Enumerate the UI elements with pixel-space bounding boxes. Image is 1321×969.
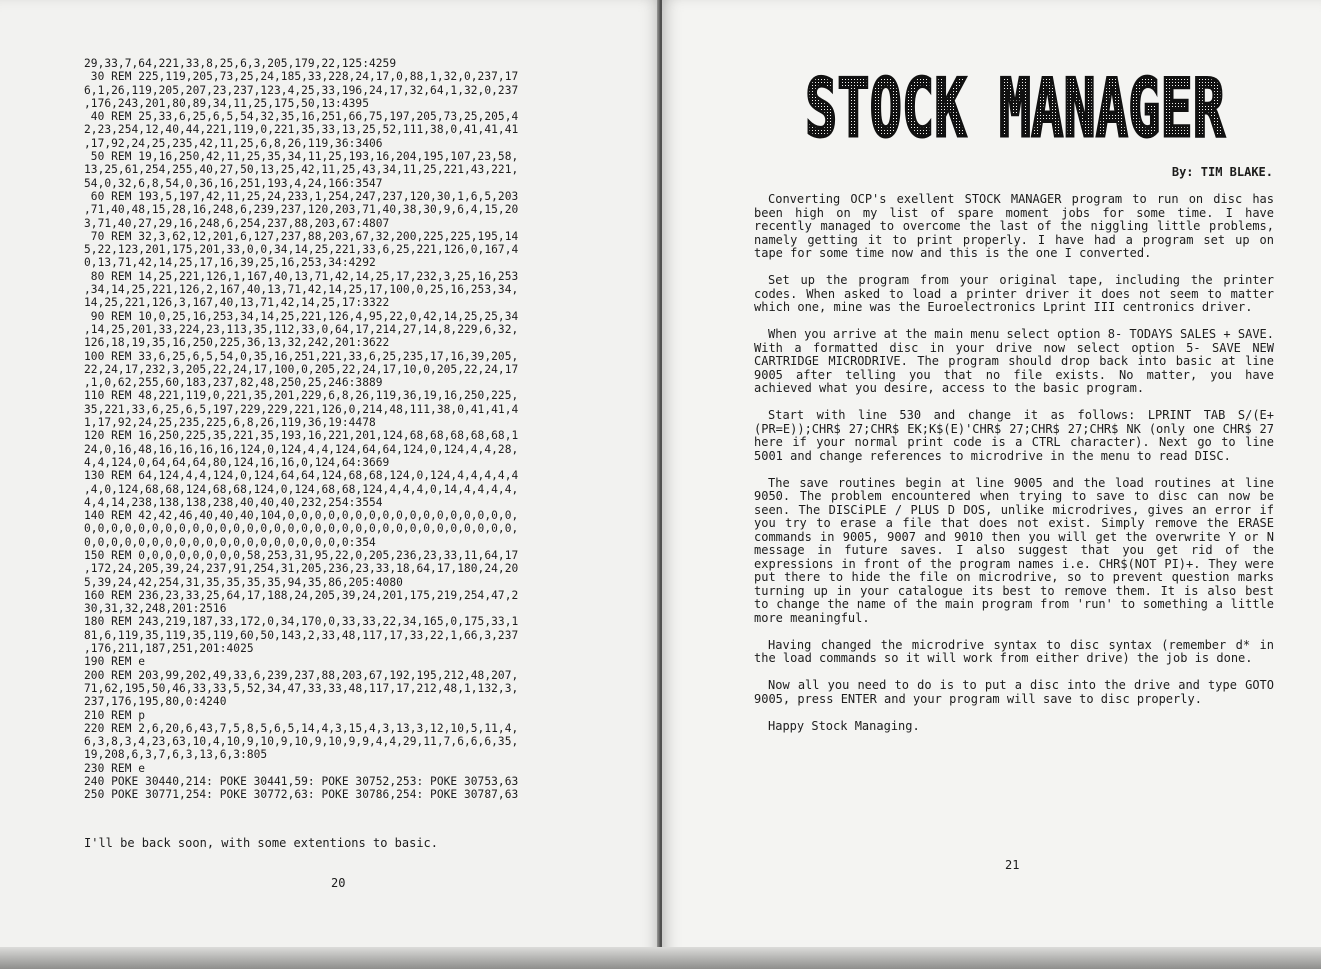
listing-line: ,4,0,124,68,68,124,68,68,124,0,124,68,68,124,4,4,4,0,14,4,4,4,4, <box>84 482 519 496</box>
listing-line: 30,31,32,248,201:2516 <box>84 602 227 616</box>
listing-line: 81,6,119,35,119,35,119,60,50,143,2,33,48,117,17,33,22,1,66,3,237 <box>84 628 519 642</box>
listing-line: 220 REM 2,6,20,6,43,7,5,8,5,6,5,14,4,3,15,4,3,13,3,12,10,5,11,4, <box>84 721 519 735</box>
listing-line: 130 REM 64,124,4,4,124,0,124,64,64,124,68,68,124,0,124,4,4,4,4,4 <box>84 469 519 483</box>
title-graphic <box>800 64 1230 150</box>
listing-line: ,34,14,25,221,126,2,167,40,13,71,42,14,25,17,100,0,25,16,253,34, <box>84 283 519 297</box>
listing-line: 100 REM 33,6,25,6,5,54,0,35,16,251,221,33,6,25,235,17,16,39,205, <box>84 349 519 363</box>
listing-line: 3,71,40,27,29,16,248,6,254,237,88,203,67:4807 <box>84 216 390 230</box>
listing-line: 19,208,6,3,7,6,3,13,6,3:805 <box>84 748 268 762</box>
listing-line: 240 POKE 30440,214: POKE 30441,59: POKE 30752,253: POKE 30753,63 <box>84 775 519 789</box>
listing-line: ,71,40,48,15,28,16,248,6,239,237,120,203,71,40,38,30,9,6,4,15,20 <box>84 203 519 217</box>
listing-line: 6,3,8,3,4,23,63,10,4,10,9,10,9,10,9,10,9,9,4,4,29,11,7,6,6,6,35, <box>84 735 519 749</box>
listing-line: 210 REM p <box>84 708 146 722</box>
listing-line: 4,4,124,0,64,64,64,80,124,16,16,0,124,64:3669 <box>84 455 390 469</box>
article-paragraph <box>754 679 1274 706</box>
listing-line: 0,0,0,0,0,0,0,0,0,0,0,0,0,0,0,0,0,0,0,0,0,0,0,0,0,0,0,0,0,0,0,0, <box>84 522 519 536</box>
listing-line: 230 REM e <box>84 761 146 775</box>
listing-line: 150 REM 0,0,0,0,0,0,0,0,58,253,31,95,22,0,205,236,23,33,11,64,17 <box>84 548 519 562</box>
listing-line: 200 REM 203,99,202,49,33,6,239,237,88,203,67,192,195,212,48,207, <box>84 668 519 682</box>
paragraph-text: Start with line 530 and change it as follows: LPRINT TAB S/(E+(PR=E));CHR$ 27;CHR$ EK;K$(E)'CHR$ 27;CHR$ 27;CHR$ NK (only one CHR$ 27 here if your normal print code is a CTRL character). Next go to line 5001 and change references to microdrive in the menu to read DISC. <box>754 408 1274 463</box>
listing-line: 29,33,7,64,221,33,8,25,6,3,205,179,22,125:4259 <box>84 57 397 70</box>
listing-line: 4,4,14,238,138,138,238,40,40,40,232,254:3554 <box>84 495 383 509</box>
listing-line: 14,25,221,126,3,167,40,13,71,42,14,25,17:3322 <box>84 296 390 310</box>
listing-line: 140 REM 42,42,46,40,40,40,104,0,0,0,0,0,0,0,0,0,0,0,0,0,0,0,0,0, <box>84 509 519 523</box>
listing-line: 120 REM 16,250,225,35,221,35,193,16,221,201,124,68,68,68,68,68,1 <box>84 429 519 443</box>
paragraph-text: Set up the program from your original tape, including the printer codes. When asked to load a printer driver it does not seem to matter which one, mine was the Euroelectronics Lprint III centronics driver. <box>754 273 1274 314</box>
listing-line: ,176,211,187,251,201:4025 <box>84 642 254 656</box>
paragraph-text: Converting OCP's exellent STOCK MANAGER program to run on disc has been high on my list of spare moment jobs for some time. I have recently managed to overcome the last of the niggling little problems, namely getting it to print properly. I have had a program set up on tape for some time now and this is the one I converted. <box>754 192 1274 260</box>
listing-line: 80 REM 14,25,221,126,1,167,40,13,71,42,14,25,17,232,3,25,16,253 <box>84 269 519 283</box>
listing-line: 110 REM 48,221,119,0,221,35,201,229,6,8,26,119,36,19,16,250,225, <box>84 389 519 403</box>
listing-line: 50 REM 19,16,250,42,11,25,35,34,11,25,193,16,204,195,107,23,58, <box>84 150 519 164</box>
article-paragraph <box>754 274 1274 315</box>
paragraph-text: Happy Stock Managing. <box>768 718 920 733</box>
article-body <box>754 193 1274 747</box>
scan-edge <box>0 947 1321 969</box>
listing-line: 0,0,0,0,0,0,0,0,0,0,0,0,0,0,0,0,0,0,0,0:354 <box>84 535 376 549</box>
listing-line: ,172,24,205,39,24,237,91,254,31,205,236,23,33,18,64,17,180,24,20 <box>84 562 519 576</box>
listing-line: 22,24,17,232,3,205,22,24,17,100,0,205,22,24,17,10,0,205,22,24,17 <box>84 362 519 376</box>
article-paragraph <box>754 639 1274 666</box>
article-paragraph <box>754 328 1274 396</box>
listing-line: 54,0,32,6,8,54,0,36,16,251,193,4,24,166:3547 <box>84 176 383 190</box>
article-paragraph <box>754 193 1274 261</box>
author-byline: By: TIM BLAKE. <box>1171 165 1273 179</box>
listing-line: 0,13,71,42,14,25,17,16,39,25,16,253,34:4292 <box>84 256 376 270</box>
listing-line: 5,22,123,201,175,201,33,0,0,34,14,25,221,33,6,25,221,126,0,167,4 <box>84 243 519 257</box>
listing-line: 1,17,92,24,25,235,225,6,8,26,119,36,19:4478 <box>84 416 376 430</box>
listing-line: 13,25,61,254,255,40,27,50,13,25,42,11,25,43,34,11,25,221,43,221, <box>84 163 519 177</box>
listing-line: ,17,92,24,25,235,42,11,25,6,8,26,119,36:3406 <box>84 136 383 150</box>
listing-line: 60 REM 193,5,197,42,11,25,24,233,1,254,247,237,120,30,1,6,5,203 <box>84 189 519 203</box>
listing-line: ,176,243,201,80,89,34,11,25,175,50,13:4395 <box>84 96 369 110</box>
article-paragraph <box>754 477 1274 626</box>
listing-line: 71,62,195,50,46,33,33,5,52,34,47,33,33,48,117,17,212,48,1,132,3, <box>84 681 519 695</box>
listing-line: 70 REM 32,3,62,12,201,6,127,237,88,203,67,32,200,225,225,195,14 <box>84 229 519 243</box>
page-number-right: 21 <box>1005 858 1020 872</box>
listing-line: ,1,0,62,255,60,183,237,82,48,250,25,246:3889 <box>84 376 383 390</box>
listing-line: 35,221,33,6,25,6,5,197,229,229,221,126,0,214,48,111,38,0,41,41,4 <box>84 402 519 416</box>
basic-listing <box>84 57 604 802</box>
page-number-left: 20 <box>331 876 346 890</box>
article-paragraph <box>754 409 1274 463</box>
article-paragraph <box>754 720 1274 734</box>
listing-line: 24,0,16,48,16,16,16,16,124,0,124,4,4,124,64,64,124,0,124,4,4,28, <box>84 442 519 456</box>
paragraph-text: Now all you need to do is to put a disc into the drive and type GOTO 9005, press ENTER and your program will save to disc properly. <box>754 678 1274 706</box>
listing-line: ,14,25,201,33,224,23,113,35,112,33,0,64,17,214,27,14,8,229,6,32, <box>84 322 519 336</box>
listing-line: 237,176,195,80,0:4240 <box>84 695 227 709</box>
paragraph-text: The save routines begin at line 9005 and the load routines at line 9050. The problem encountered when trying to save to disc can now be seen. The DISCiPLE / PLUS D DOS, unlike microdrives, gives an error if you try to erase a file that does not exist. Simply remove the ERASE commands in 9005, 9007 and 9010 then you will get the overwrite Y or N message in future saves. I also suggest that you get rid of the expressions in front of the program names i.e. CHR$(NOT PI)+. They were put there to hide the file on microdrive, so to prevent question marks turning up in your catalogue its best to remove them. It is also best to change the name of the main program from 'run' to something a little more meaningful. <box>754 475 1274 625</box>
listing-line: 250 POKE 30771,254: POKE 30772,63: POKE 30786,254: POKE 30787,63 <box>84 788 519 802</box>
listing-line: 6,1,26,119,205,207,23,237,123,4,25,33,196,24,17,32,64,1,32,0,237 <box>84 83 519 97</box>
listing-line: 5,39,24,42,254,31,35,35,35,35,94,35,86,205:4080 <box>84 575 403 589</box>
paragraph-text: When you arrive at the main menu select option 8- TODAYS SALES + SAVE. With a formatted disc in your drive now select option 5- SAVE NEW CARTRIDGE MICRODRIVE. The program should drop back into basic at line 9005 after telling you that no file exists. No matter, you have achieved what you desire, access to the basic program. <box>754 327 1274 395</box>
listing-line: 180 REM 243,219,187,33,172,0,34,170,0,33,33,22,34,165,0,175,33,1 <box>84 615 519 629</box>
listing-line: 30 REM 225,119,205,73,25,24,185,33,228,24,17,0,88,1,32,0,237,17 <box>84 70 519 84</box>
left-page <box>0 0 660 969</box>
listing-line: 2,23,254,12,40,44,221,119,0,221,35,33,13,25,52,111,38,0,41,41,41 <box>84 123 519 137</box>
listing-line: 40 REM 25,33,6,25,6,5,54,32,35,16,251,66,75,197,205,73,25,205,4 <box>84 110 519 124</box>
listing-line: 90 REM 10,0,25,16,253,34,14,25,221,126,4,95,22,0,42,14,25,25,34 <box>84 309 519 323</box>
article-title-text: STOCK MANAGER <box>805 64 1226 150</box>
article-title <box>800 64 1230 150</box>
closing-remark: I'll be back soon, with some extentions to basic. <box>84 836 439 850</box>
listing-line: 126,18,19,35,16,250,225,36,13,32,242,201:3622 <box>84 336 390 350</box>
paragraph-text: Having changed the microdrive syntax to disc syntax (remember d* in the load commands so it will work from either drive) the job is done. <box>754 637 1274 665</box>
listing-line: 190 REM e <box>84 655 146 669</box>
listing-line: 160 REM 236,23,33,25,64,17,188,24,205,39,24,201,175,219,254,47,2 <box>84 588 519 602</box>
